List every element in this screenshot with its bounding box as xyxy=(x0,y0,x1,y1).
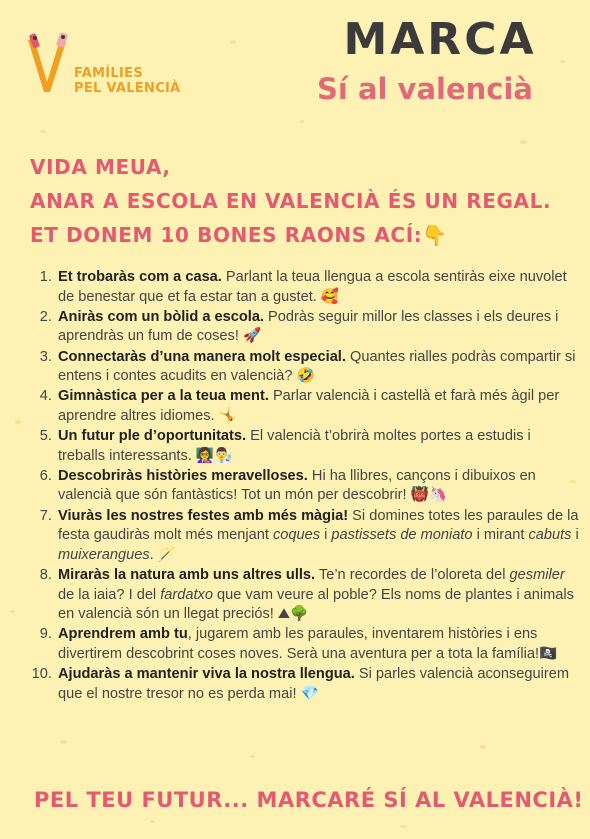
headline-line-3: ET DONEM 10 BONES RAONS ACÍ:👇 xyxy=(30,223,448,247)
list-item xyxy=(56,625,580,664)
logo-line-2: PEL VALENCIÀ xyxy=(74,81,181,96)
reason-title: Aniràs com un bòlid a escola. xyxy=(58,308,264,325)
reason-text: Parlant la teua llengua a escola sentiràs eixe nuvolet de benestar que et fa estar tan a gustet. 🥰 xyxy=(58,269,567,305)
reason-title: Ajudaràs a mantenir viva la nostra llengua. xyxy=(58,666,355,683)
list-item xyxy=(56,566,580,625)
title-main: MARCA xyxy=(343,14,537,65)
footer-slogan: PEL TEU FUTUR... MARCARÉ SÍ AL VALENCIÀ! xyxy=(34,788,584,812)
reason-text: i xyxy=(320,527,332,544)
reason-text: Podràs seguir millor les classes i els deures i aprendràs un fum de coses! 🚀 xyxy=(58,308,559,345)
reason-italic: pastissets de moniato xyxy=(331,527,473,544)
reason-text: , jugarem amb les paraules, inventarem històries i ens divertirem descobrint coses noves. Serà una aventura per a tota la família!🏴‍☠️ xyxy=(58,626,558,662)
list-item xyxy=(56,268,580,307)
headline xyxy=(30,150,570,252)
logo-line-1: FAMÍLIES xyxy=(74,66,143,81)
reason-text: i mirant xyxy=(472,527,529,544)
reason-italic: coques xyxy=(272,527,321,544)
reason-text: que vam veure al poble? Els noms de plantes i animals en valencià són un llegat preciós! ⛰🌳 xyxy=(58,586,574,623)
reason-text: El valencià t’obrirà moltes portes a estudis i treballs interessants. 👩‍🏫👨‍🔬 xyxy=(58,428,531,464)
list-item xyxy=(56,348,580,387)
list-item xyxy=(56,665,580,704)
reason-italic: cabuts xyxy=(528,527,572,544)
reason-title: Miraràs la natura amb uns altres ulls. xyxy=(58,567,316,584)
reason-italic: muixerangues xyxy=(58,546,150,563)
reason-text: . 🪄 xyxy=(149,546,176,563)
reason-text: Si parles valencià aconseguirem que el nostre tresor no es perda mai! 💎 xyxy=(58,666,569,702)
reason-italic: fardatxo xyxy=(160,586,213,603)
reason-text: Quantes rialles podràs compartir si entens i contes acudits en valencià? 🤣 xyxy=(58,348,576,385)
list-item xyxy=(56,507,580,566)
headline-line-2: ANAR A ESCOLA EN VALENCIÀ ÉS UN REGAL. xyxy=(30,189,552,213)
list-item xyxy=(56,387,580,426)
logo-text xyxy=(74,66,181,96)
reason-text: Parlar valencià i castellà et farà més àgil per aprendre altres idiomes. 🤸 xyxy=(58,388,560,424)
reason-text: Si domines totes les paraules de la festa gaudiràs molt més menjant xyxy=(58,507,579,544)
headline-line-1: VIDA MEUA, xyxy=(30,155,171,179)
reason-text: de la iaia? I del xyxy=(58,586,161,603)
reason-title: Un futur ple d’oportunitats. xyxy=(58,428,247,445)
reason-text: Hi ha llibres, cançons i dibuixos en valencià que són fantàstics! Tot un món per descobrir! 👹🦄 xyxy=(58,467,536,504)
reason-text: Te’n recordes de l’oloreta del xyxy=(315,567,510,584)
reason-title: Et trobaràs com a casa. xyxy=(58,269,222,285)
reasons-list xyxy=(34,268,580,705)
reason-title: Viuràs les nostres festes amb més màgia! xyxy=(58,507,349,524)
list-item xyxy=(56,427,580,466)
title-subtitle: Sí al valencià xyxy=(317,72,533,106)
families-logo-icon xyxy=(22,30,82,100)
reason-title: Descobriràs històries meravelloses. xyxy=(58,467,308,484)
reason-text: i xyxy=(571,527,579,544)
reason-title: Aprendrem amb tu xyxy=(58,626,188,643)
reason-italic: gesmiler xyxy=(509,567,565,584)
reason-title: Gimnàstica per a la teua ment. xyxy=(58,388,269,405)
list-item xyxy=(56,308,580,347)
reason-title: Connectaràs d’una manera molt especial. xyxy=(58,348,346,365)
list-item xyxy=(56,467,580,506)
